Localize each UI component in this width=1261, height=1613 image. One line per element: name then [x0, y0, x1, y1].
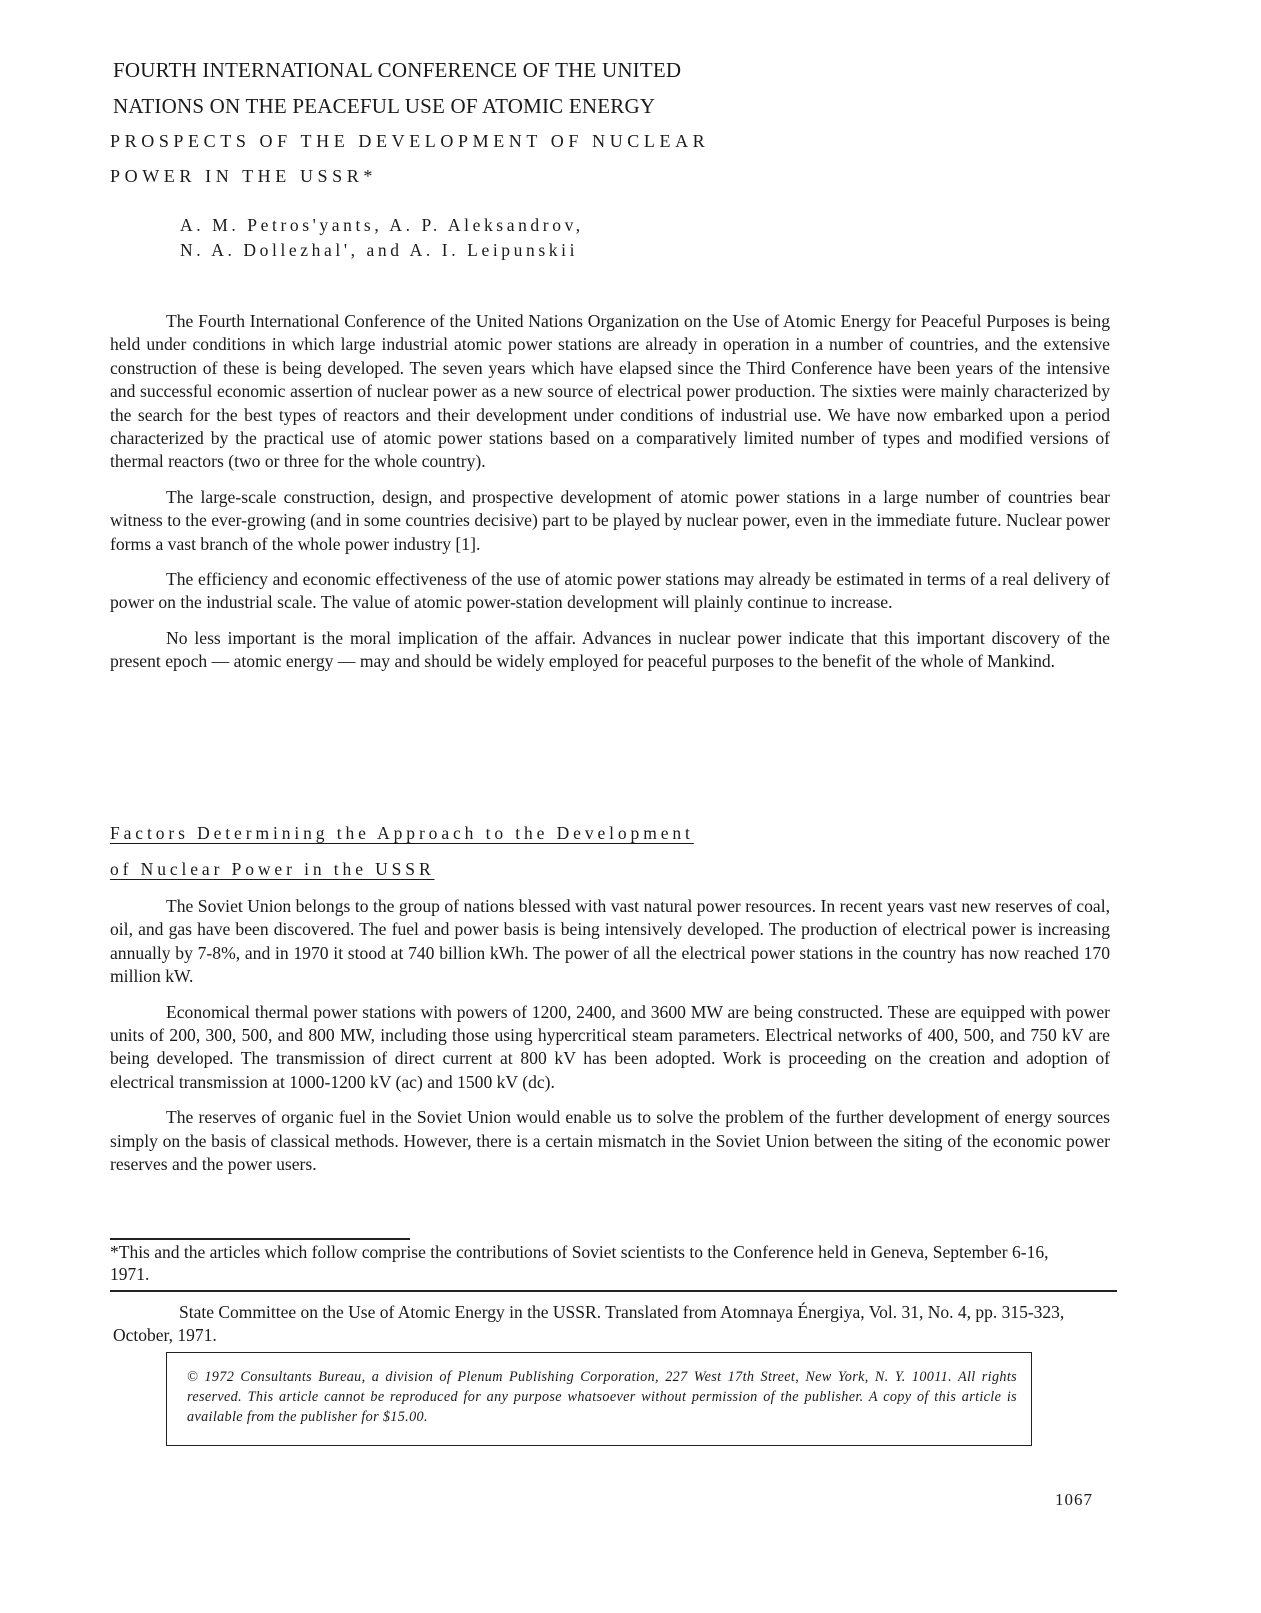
section-heading-line-2: of Nuclear Power in the USSR	[110, 859, 435, 879]
article-title-line-1: PROSPECTS OF THE DEVELOPMENT OF NUCLEAR	[110, 131, 710, 151]
intro-paragraph: No less important is the moral implication of the affair. Advances in nuclear power indicate that this important discovery of the present epoch — atomic energy — may and should be widely employed for peaceful purposes to the benefit of the whole of Mankind.	[110, 627, 1110, 672]
page-number: 1067	[1055, 1490, 1093, 1509]
copyright-box	[166, 1352, 1032, 1446]
authors-line-1: A. M. Petros'yants, A. P. Aleksandrov,	[180, 215, 584, 235]
conference-title-line-2: NATIONS ON THE PEACEFUL USE OF ATOMIC ENERGY	[113, 94, 656, 118]
conference-title-line-1: FOURTH INTERNATIONAL CONFERENCE OF THE UNITED	[113, 58, 682, 82]
source-info-text: State Committee on the Use of Atomic Energy in the USSR. Translated from Atomnaya Énergiya, Vol. 31, No. 4, pp. 315-323, October, 1971.	[113, 1302, 1065, 1345]
footnote: *This and the articles which follow comprise the contributions of Soviet scientists to the Conference held in Geneva, September 6-16, 1971.	[110, 1242, 1049, 1284]
section-heading-line-1: Factors Determining the Approach to the Development	[110, 823, 694, 843]
separator-rule	[110, 1290, 1117, 1292]
intro-paragraph: The Fourth International Conference of the United Nations Organization on the Use of Atomic Energy for Peaceful Purposes is being held under conditions in which large industrial atomic power stations are already in operation in a number of countries, and the extensive construction of these is being developed. The seven years which have elapsed since the Third Conference have been years of the intensive and successful economic assertion of nuclear power as a new source of electrical power production. The sixties were mainly characterized by the search for the best types of reactors and their development under conditions of industrial use. We have now embarked upon a period characterized by the practical use of atomic power stations based on a comparatively limited number of types and modified versions of thermal reactors (two or three for the whole country).	[110, 311, 1110, 472]
source-info	[113, 1301, 1103, 1347]
intro-body	[110, 310, 1110, 674]
section-body	[110, 895, 1110, 1176]
section-paragraph: Economical thermal power stations with powers of 1200, 2400, and 3600 MW are being constructed. These are equipped with power units of 200, 300, 500, and 800 MW, including those using hypercritical steam parameters. Electrical networks of 400, 500, and 750 kV are being developed. The transmission of direct current at 800 kV has been adopted. Work is proceeding on the creation and adoption of electrical transmission at 1000-1200 kV (ac) and 1500 kV (dc).	[110, 1001, 1110, 1092]
article-title-line-2: POWER IN THE USSR*	[110, 166, 377, 186]
section-paragraph: The Soviet Union belongs to the group of nations blessed with vast natural power resources. In recent years vast new reserves of coal, oil, and gas have been discovered. The fuel and power basis is being intensively developed. The production of electrical power is increasing annually by 7-8%, and in 1970 it stood at 740 billion kWh. The power of all the electrical power stations in the country has now reached 170 million kW.	[110, 896, 1110, 987]
authors-line-2: N. A. Dollezhal', and A. I. Leipunskii	[180, 240, 579, 260]
footnote-rule	[110, 1238, 410, 1240]
copyright-notice: © 1972 Consultants Bureau, a division of Plenum Publishing Corporation, 227 West 17th Street, New York, N. Y. 10011. All rights reserved. This article cannot be reproduced for any purpose whatsoever without permission of the publisher. A copy of this article is available from the publisher for $15.00.	[187, 1369, 1017, 1425]
intro-paragraph: The efficiency and economic effectiveness of the use of atomic power stations may already be estimated in terms of a real delivery of power on the industrial scale. The value of atomic power-station development will plainly continue to increase.	[110, 569, 1110, 613]
section-paragraph: The reserves of organic fuel in the Soviet Union would enable us to solve the problem of the further development of energy sources simply on the basis of classical methods. However, there is a certain mismatch in the Soviet Union between the siting of the economic power reserves and the power users.	[110, 1107, 1110, 1175]
intro-paragraph: The large-scale construction, design, and prospective development of atomic power stations in a large number of countries bear witness to the ever-growing (and in some countries decisive) part to be played by nuclear power, even in the immediate future. Nuclear power forms a vast branch of the whole power industry [1].	[110, 486, 1110, 554]
